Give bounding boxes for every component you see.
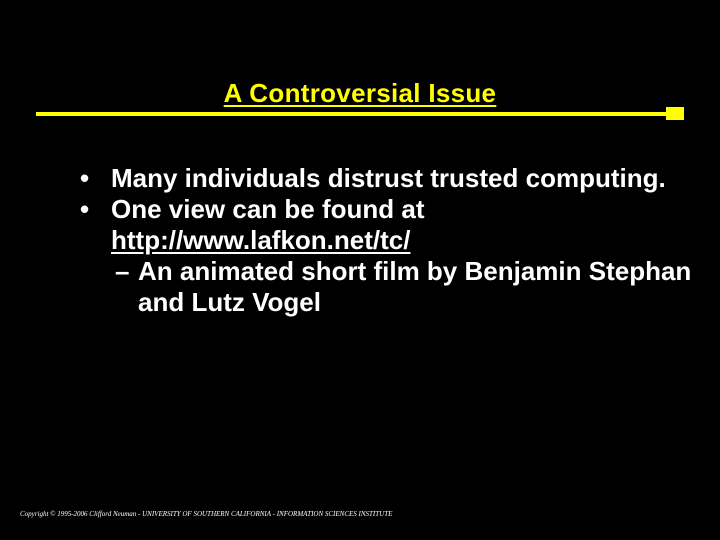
bullet-text: One view can be found at — [111, 194, 425, 224]
bullet-marker: • — [80, 194, 90, 224]
bullet-item-1 — [80, 163, 700, 194]
title-underline-end-block — [666, 107, 684, 120]
bullet-text: Many individuals distrust trusted computing. — [111, 163, 666, 193]
bullet-marker: • — [80, 163, 90, 193]
bullet-item-2 — [80, 194, 700, 256]
sub-bullet-marker: – — [115, 256, 130, 286]
bullet-list — [80, 163, 700, 318]
sub-bullet-item — [80, 256, 700, 318]
slide-title: A Controversial Issue — [223, 78, 497, 108]
film-link[interactable]: http://www.lafkon.net/tc/ — [111, 225, 411, 255]
copyright-footer: Copyright © 1995-2006 Clifford Neuman - UNIVERSITY OF SOUTHERN CALIFORNIA - INFORMATION SCIENCES INSTITUTE — [20, 510, 393, 518]
sub-bullet-text: An animated short film by Benjamin Stephan and Lutz Vogel — [138, 256, 692, 317]
title-underline-bar — [36, 112, 668, 116]
